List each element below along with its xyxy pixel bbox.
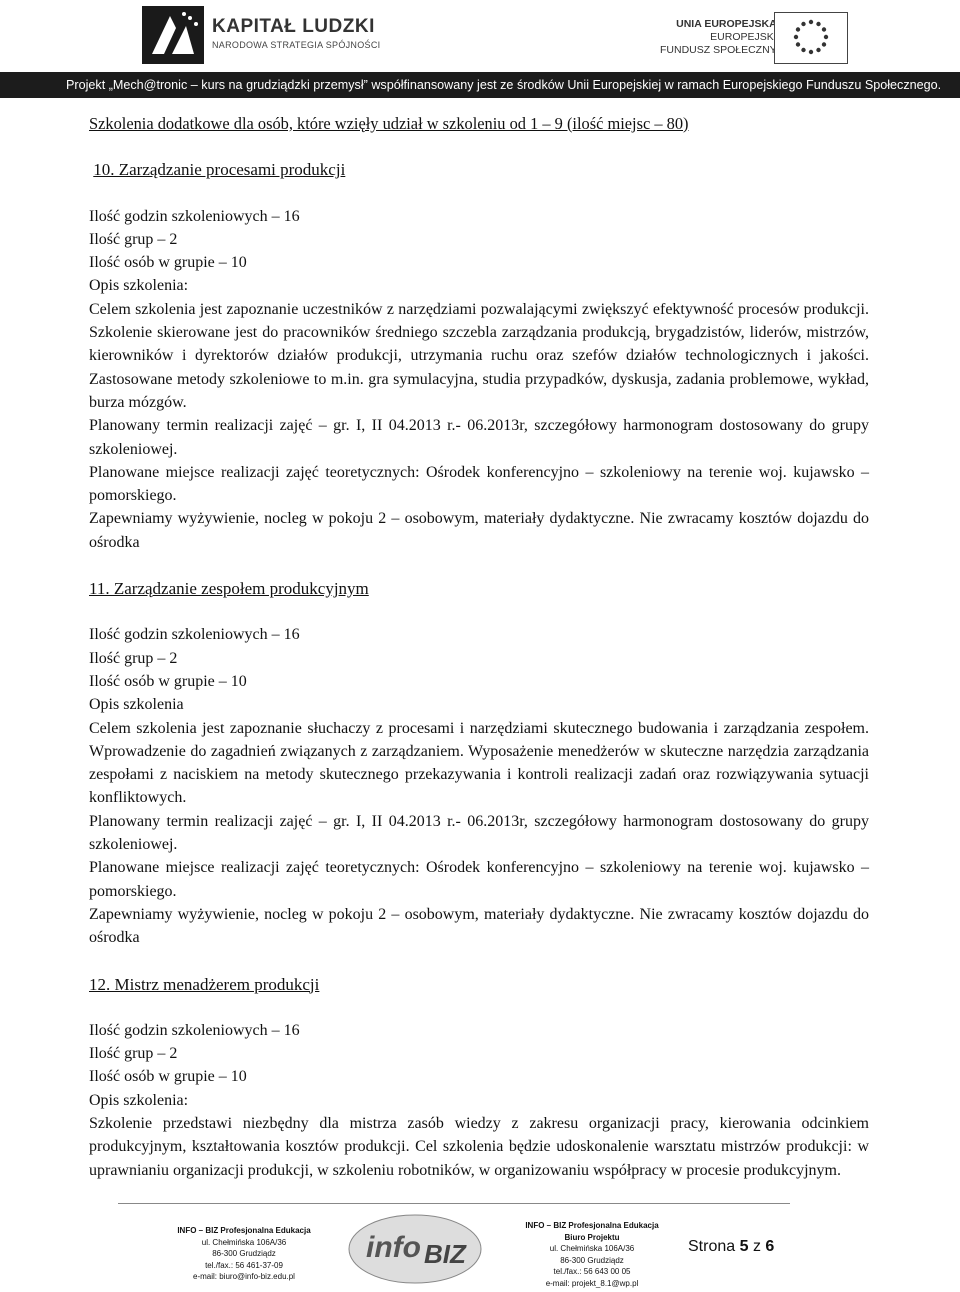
footer-right-line: INFO – BIZ Profesjonalna Edukacja [525,1221,659,1230]
page-current: 5 [739,1238,749,1255]
hours-line: Ilość godzin szkoleniowych – 16 [89,626,300,644]
footer-left-line: tel./fax.: 56 461-37-09 [205,1260,283,1270]
description-label: Opis szkolenia: [89,1091,189,1109]
people-line: Ilość osób w grupie – 10 [89,672,247,690]
term-line [89,810,869,857]
page-header [0,0,960,72]
page-content [89,112,869,1182]
svg-text:info: info [366,1231,421,1264]
page-total: 6 [765,1238,775,1255]
groups-line: Ilość grup – 2 [89,230,178,248]
description-text: Celem szkolenia jest zapoznanie uczestników z narzędziami pozwalającymi zwiększyć efektywność procesów produkcji. Szkolenie skierowane jest do pracowników średniego szczebla zarządzania produkcją, brygadzistów, liderów, mistrzów, kierowników i dyrektorów działów produkcji, utrzymania ruchu oraz szefów działów technologicznych i jakości. Zastosowane metody szkoleniowe to m.in. gra symulacyjna, studia przypadków, dyskusja, zadania problemowe, wykład, burza mózgów. [89,300,869,411]
section-title [89,973,869,996]
footer-right-line: 86-300 Grudziądz [560,1255,624,1265]
section-title-text: 11. Zarządzanie zespołem produkcyjnym [89,579,369,599]
kapital-ludzki-text [212,16,380,50]
groups-line: Ilość grup – 2 [89,649,178,667]
info-biz-logo [340,1207,490,1287]
footer-address-left [174,1225,314,1283]
footer-left-line: e-mail: biuro@info-biz.edu.pl [193,1272,295,1281]
place-label: Planowane miejsce realizacji zajęć teoretycznych [89,463,416,481]
kapital-ludzki-logo [142,6,204,64]
footer-right-line: tel./fax.: 56 643 00 05 [553,1267,631,1276]
footer-right-line: e-mail: projekt_8.1@wp.pl [545,1278,639,1288]
footer-left-line: 86-300 Grudziądz [212,1249,276,1258]
intro-line: Szkolenia dodatkowe dla osób, które wzięły udział w szkoleniu od 1 – 9 (ilość miejsc – 80) [89,114,689,133]
place-value: : Ośrodek konferencyjno – szkoleniowy na terenie woj. kujawsko – pomorskiego. [89,859,870,900]
page-prefix: Strona [688,1238,740,1255]
eu-flag-icon [774,12,848,64]
footer-divider [118,1203,790,1204]
section-title [89,577,869,600]
place-line [89,856,869,903]
footer-left-line: INFO – BIZ Profesjonalna Edukacja [177,1226,311,1235]
section-title-text: 10. Zarządzanie procesami produkcji [93,160,346,180]
eu-line-2: EUROPEJSKI [710,31,777,43]
term-value: – gr. I, II 04.2013 r.- 06.2013r, szczegółowy harmonogram dostosowany do grupy szkoleniowej. [89,417,869,458]
term-label: Planowany termin realizacji zajęć [89,417,313,435]
section-title-text: 12. Mistrz menadżerem produkcji [89,974,320,994]
place-value: : Ośrodek konferencyjno – szkoleniowy na terenie woj. kujawsko – pomorskiego. [89,463,870,505]
footer-right-line: ul. Chełmińska 106A/36 [549,1244,635,1253]
project-banner: Projekt „Mech@tronic – kurs na grudziądzki przemysł” współfinansowany jest ze środków Unii Europejskiej w ramach Europejskiego Funduszu Społecznego. [0,72,960,98]
kl-subtitle: NARODOWA STRATEGIA SPÓJNOŚCI [212,40,381,50]
page-number [688,1238,774,1256]
place-label: Planowane miejsce realizacji zajęć teoretycznych [89,859,416,877]
people-line: Ilość osób w grupie – 10 [89,254,247,272]
hours-line: Ilość godzin szkoleniowych – 16 [89,1021,300,1039]
eu-line-1: UNIA EUROPEJSKA [676,18,777,30]
footer-right-line: Biuro Projektu [564,1232,620,1242]
description-text: Celem szkolenia jest zapoznanie słuchaczy z procesami i narzędziami skutecznego budowania i zarządzania zespołem. Wprowadzenie do zagadnień związanych z zarządzaniem. Wyposażenie menedżerów w skuteczne narzędzia zarządzania zespołami z naciskiem na metody skutecznego przekazywania i kontroli realizacji zadań oraz rozwiązywania sytuacji konfliktowych. [89,719,869,807]
description-text: Szkolenie przedstawi niezbędny dla mistrza zasób wiedzy z zakresu organizacji pracy, kierowania odcinkiem produkcyjnym, kształtowania kosztów produkcji. Cel szkolenia będzie udoskonalenie warsztatu mistrzów produkcji: w uprawnianiu organizacji produkcji, w szkoleniu robotników, w organizowaniu współpracy w procesie produkcyjnym. [89,1114,869,1179]
section-title [89,158,869,181]
eu-text [660,18,777,57]
svg-text:BIZ: BIZ [424,1239,466,1269]
term-line [89,414,869,461]
kl-title: KAPITAŁ LUDZKI [212,16,375,37]
hours-line: Ilość godzin szkoleniowych – 16 [89,207,300,225]
provide-line: Zapewniamy wyżywienie, nocleg w pokoju 2 – osobowym, materiały dydaktyczne. Nie zwracamy kosztów dojazdu do ośrodka [89,510,869,551]
place-line [89,461,869,508]
groups-line: Ilość grup – 2 [89,1045,178,1063]
term-value: – gr. I, II 04.2013 r.- 06.2013r, szczegółowy harmonogram dostosowany do grupy szkoleniowej. [89,812,869,854]
eu-line-3: FUNDUSZ SPOŁECZNY [660,44,777,56]
provide-line: Zapewniamy wyżywienie, nocleg w pokoju 2 – osobowym, materiały dydaktyczne. Nie zwracamy kosztów dojazdu do ośrodka [89,905,869,947]
description-label: Opis szkolenia [89,696,184,714]
footer-address-right [522,1220,662,1289]
term-label: Planowany termin realizacji zajęć [89,812,313,830]
footer-left-line: ul. Chełmińska 106A/36 [201,1237,287,1247]
people-line: Ilość osób w grupie – 10 [89,1068,247,1086]
page-mid: z [748,1238,766,1255]
description-label: Opis szkolenia: [89,277,189,295]
